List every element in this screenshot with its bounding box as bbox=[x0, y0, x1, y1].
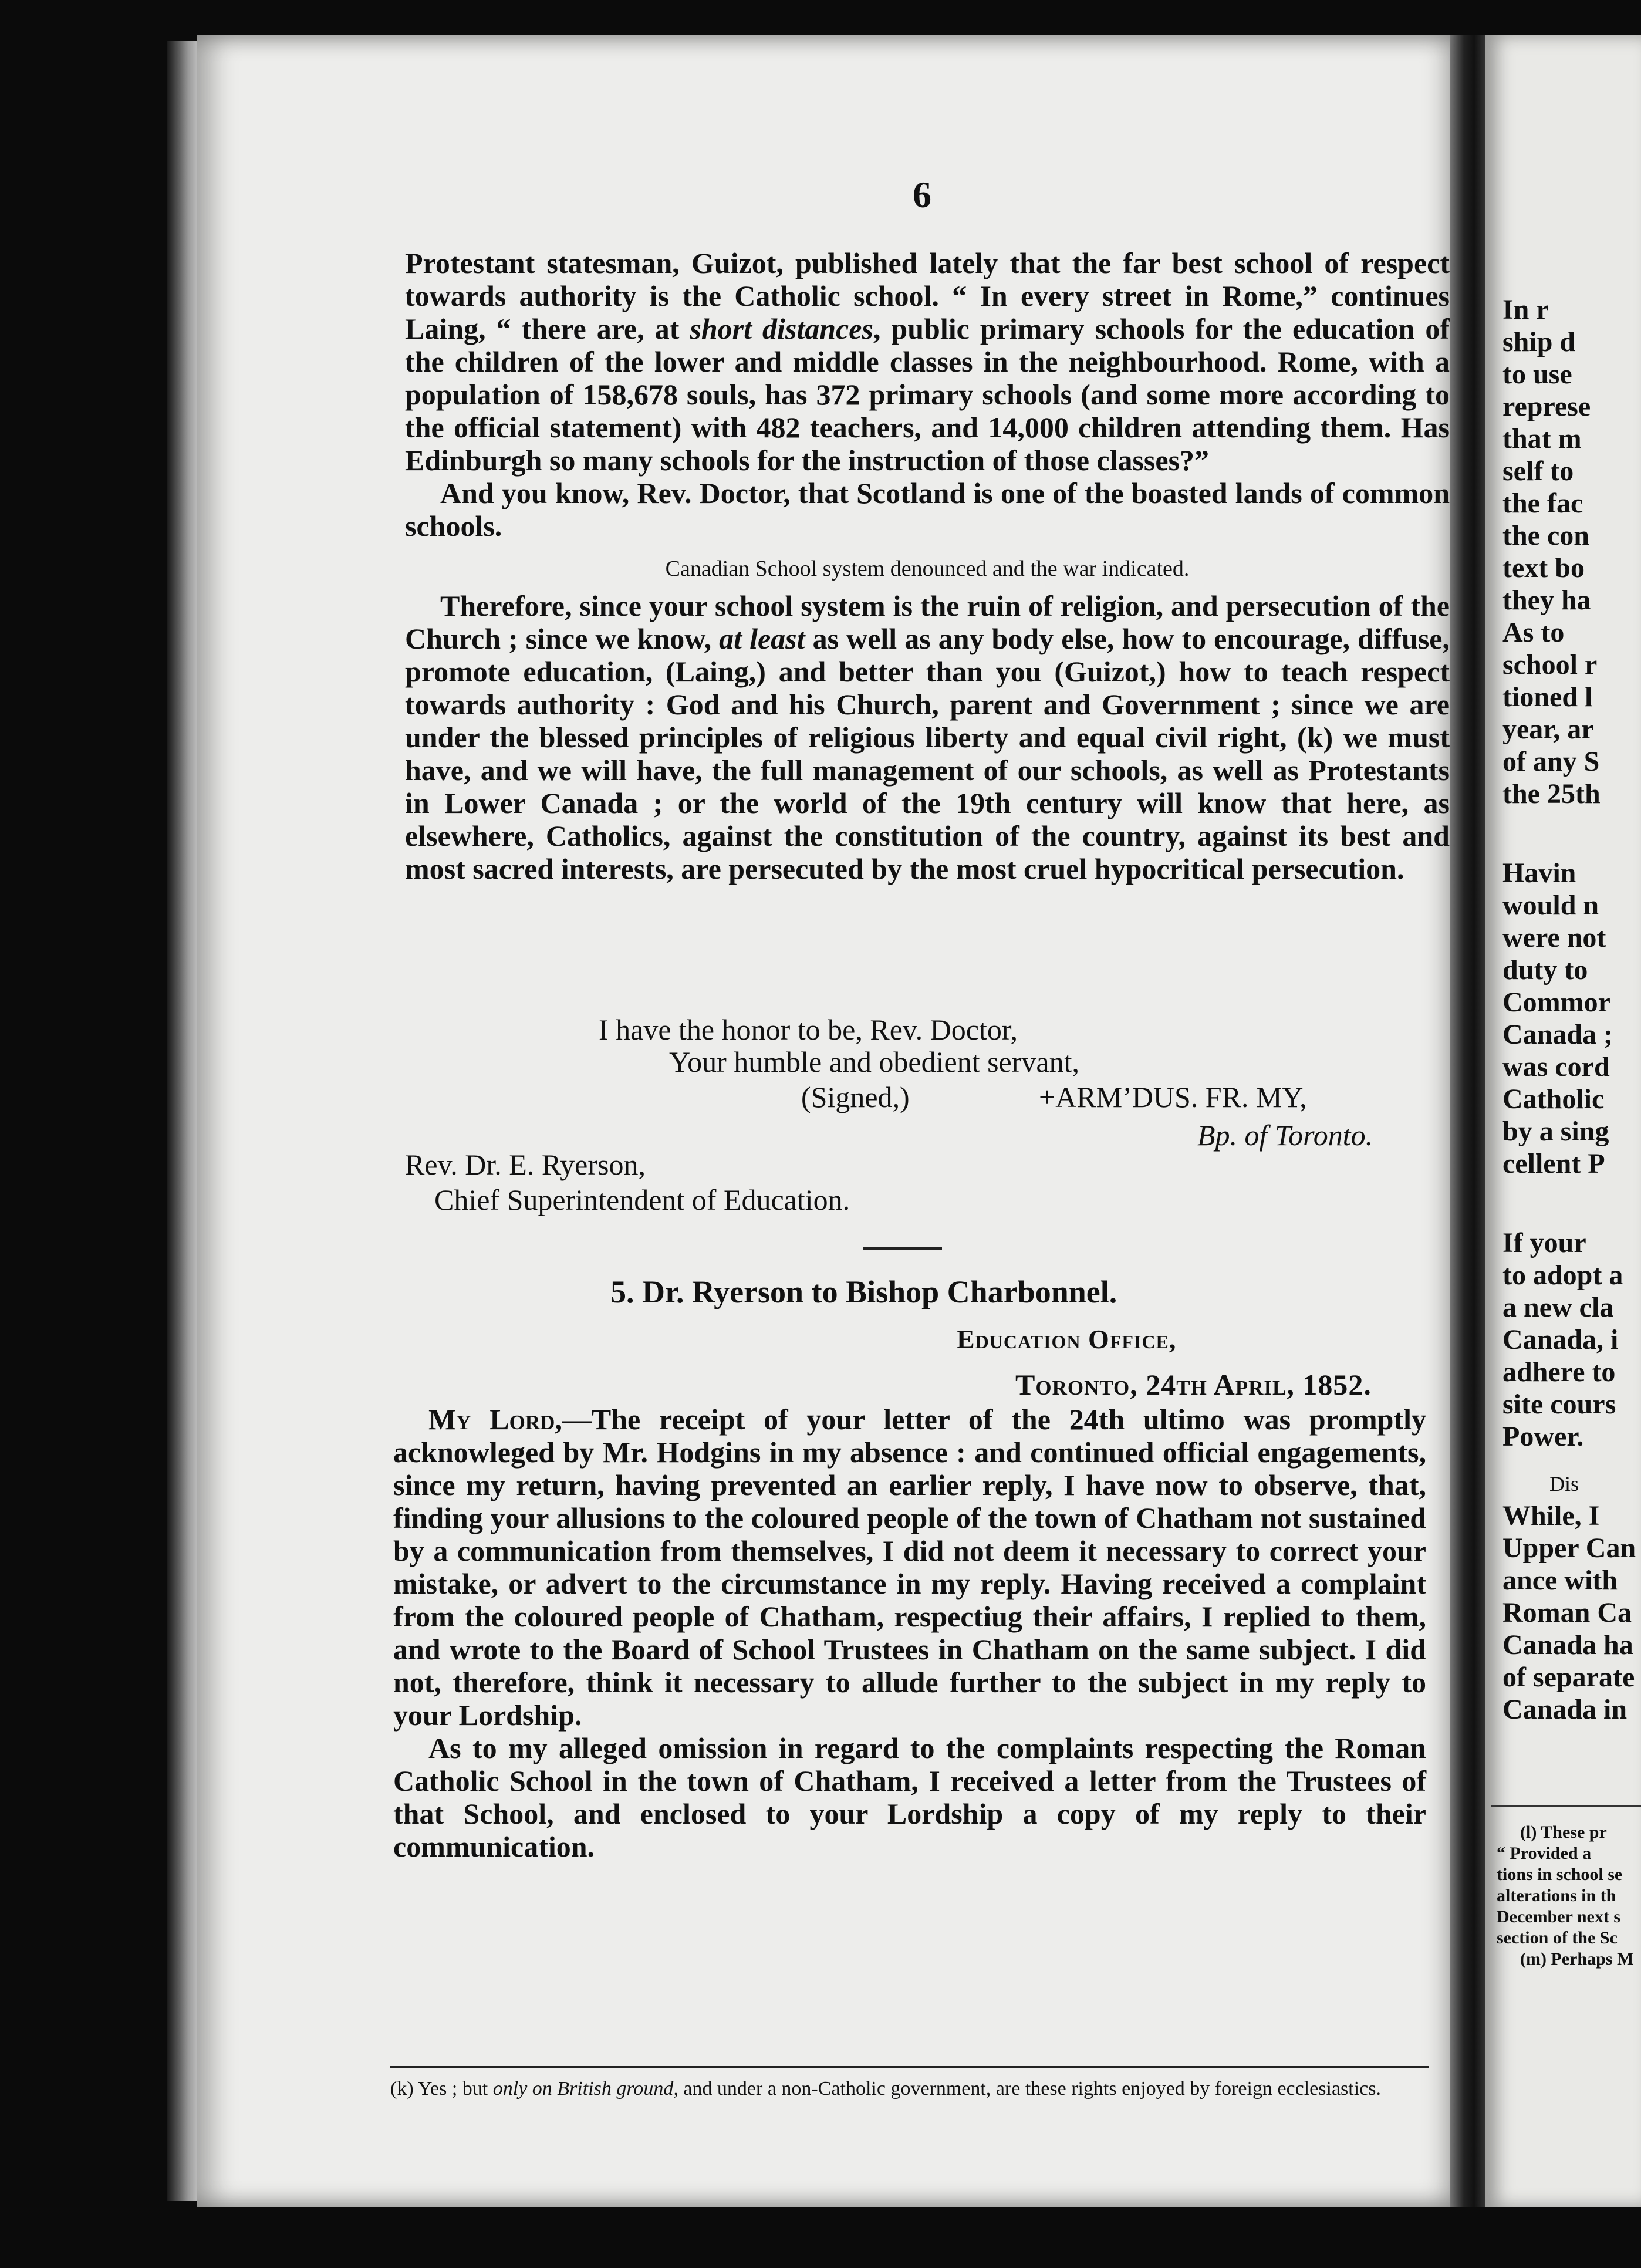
addressee-line-1: Rev. Dr. E. Ryerson, bbox=[405, 1148, 646, 1181]
right-page-line: to use bbox=[1502, 359, 1572, 390]
right-page-line: would n bbox=[1502, 890, 1599, 921]
right-page-footnote-line: tions in school se bbox=[1497, 1865, 1623, 1884]
section-subheading: Canadian School system denounced and the war indicated. bbox=[665, 556, 1190, 581]
right-page-line: If your bbox=[1502, 1227, 1586, 1258]
right-page-line: Catholic bbox=[1502, 1084, 1605, 1115]
right-page-line: the con bbox=[1502, 520, 1589, 551]
closing-line-1: I have the honor to be, Rev. Doctor, bbox=[599, 1013, 1018, 1046]
intro-paragraph: Protestant statesman, Guizot, published lately that the far best school of respect towards authority is the Catholic school. “ In every street in Rome,” continues Laing, “ there are, at short distances, public primary schools for the education of the children of the lower and middle classes in the neighbourhood. Rome, with a population of 158,678 souls, has 372 primary schools (and some more according to the official statement) with 482 teachers, and 14,000 children attending them. Has Edinburgh so many schools for the instruction of those classes?” bbox=[405, 247, 1450, 477]
right-page-line: Commor bbox=[1502, 987, 1610, 1018]
letter-5-body bbox=[393, 1403, 1426, 1863]
right-page-line: While, I bbox=[1502, 1500, 1600, 1531]
right-page-line: the 25th bbox=[1502, 778, 1601, 809]
right-page-footnote-line: “ Provided a bbox=[1497, 1844, 1592, 1863]
scotland-paragraph: And you know, Rev. Doctor, that Scotland is one of the boasted lands of common schools. bbox=[405, 477, 1450, 542]
right-page-footnote-line: December next s bbox=[1497, 1907, 1621, 1926]
right-page-footnote-line: (l) These pr bbox=[1520, 1823, 1607, 1842]
letter-5-paragraph-2: As to my alleged omission in regard to the complaints respecting the Roman Catholic School in the town of Chatham, I received a letter from the Trustees of that School, and enclosed to your Lordship a copy of my reply to their communication. bbox=[393, 1732, 1426, 1863]
right-page-line: represe bbox=[1502, 391, 1591, 422]
right-page-line: site cours bbox=[1502, 1389, 1616, 1420]
right-page-line: Canada, i bbox=[1502, 1324, 1619, 1355]
right-page-line: school r bbox=[1502, 649, 1598, 680]
signer-name: +ARM’DUS. FR. MY, bbox=[1039, 1081, 1307, 1113]
right-page-line: year, ar bbox=[1502, 714, 1594, 745]
right-page-footnote-line: section of the Sc bbox=[1497, 1928, 1618, 1948]
right-page-line: text bo bbox=[1502, 552, 1585, 583]
upper-text-block bbox=[405, 247, 1450, 885]
place-date-line bbox=[1015, 1368, 1372, 1402]
footnote-rule bbox=[390, 2066, 1429, 2068]
right-page-line: the fac bbox=[1502, 488, 1583, 519]
right-page-line: they ha bbox=[1502, 585, 1591, 616]
page-number: 6 bbox=[913, 174, 931, 215]
right-page-line: Roman Ca bbox=[1502, 1597, 1632, 1628]
letter-5-para-1-text: —The receipt of your letter of the 24th ultimo was promptly acknowleged by Mr. Hodgins in my absence : and continued official engagements, since my return, having prevented an earlier reply, I have now to observe, that, finding your allusions to the coloured people of the town of Chatham not sustained by a communication from themselves, I did not deem it necessary to correct your mistake, or advert to the circumstance in my reply. Having received a complaint from the coloured people of Chatham, respectiug their affairs, I replied to them, and wrote to the Board of School Trustees in Chatham on the same subject. I did not, therefore, think it necessary to allude further to the subject in my reply to your Lordship. bbox=[393, 1403, 1426, 1732]
place-date-text: Toronto, 24th April, 1852. bbox=[1015, 1368, 1372, 1401]
right-page-footnote-line: (m) Perhaps M bbox=[1520, 1949, 1634, 1969]
italic-emphasis: only on British ground, bbox=[492, 2078, 678, 2100]
closing-line-2: Your humble and obedient servant, bbox=[669, 1045, 1079, 1078]
right-page-footnote-line: alterations in th bbox=[1497, 1886, 1616, 1905]
right-page-line: Power. bbox=[1502, 1421, 1584, 1452]
right-page-line: Canada ; bbox=[1502, 1019, 1613, 1050]
salutation: My Lord, bbox=[428, 1403, 562, 1436]
footnote-k: (k) Yes ; but only on British ground, and under a non-Catholic government, are these rights enjoyed by foreign ecclesiastics. bbox=[390, 2078, 1381, 2100]
right-page-line: In r bbox=[1502, 294, 1549, 325]
right-page-line: Canada ha bbox=[1502, 1629, 1633, 1661]
right-page-line: of separate bbox=[1502, 1662, 1635, 1693]
right-page-line: duty to bbox=[1502, 954, 1588, 986]
italic-emphasis: at least bbox=[719, 622, 805, 655]
right-page-line: a new cla bbox=[1502, 1292, 1614, 1323]
right-page-line: ance with bbox=[1502, 1565, 1618, 1596]
right-page-line: that m bbox=[1502, 423, 1582, 454]
right-page-footnote-rule bbox=[1491, 1805, 1641, 1807]
right-page-line: adhere to bbox=[1502, 1356, 1616, 1388]
letter-5-paragraph-1 bbox=[393, 1403, 1426, 1732]
right-page-line: were not bbox=[1502, 922, 1606, 953]
therefore-paragraph: Therefore, since your school system is the ruin of religion, and persecution of the Church ; since we know, at least as well as any body else, how to encourage, diffuse, promote education, (Laing,) and better than you (Guizot,) how to teach respect towards authority : God and his Church, parent and Government ; since we are under the blessed principles of religious liberty and equal civil right, (k) we must have, and we will have, the full management of our schools, as well as Protestants in Lower Canada ; or the world of the 19th century will know that here, as elsewhere, Catholics, against the constitution of the country, against its best and most sacred interests, are persecuted by the most cruel hypocritical persecution. bbox=[405, 589, 1450, 885]
right-page-line: to adopt a bbox=[1502, 1260, 1623, 1291]
letter-5-heading: 5. Dr. Ryerson to Bishop Charbonnel. bbox=[610, 1274, 1117, 1310]
signed-label: (Signed,) bbox=[801, 1081, 910, 1113]
right-page-line: ship d bbox=[1502, 326, 1576, 357]
right-page-line: Upper Can bbox=[1502, 1533, 1636, 1564]
italic-emphasis: short distances bbox=[690, 312, 873, 345]
right-page-line: cellent P bbox=[1502, 1148, 1605, 1179]
signer-title: Bp. of Toronto. bbox=[1197, 1119, 1373, 1152]
right-page-line: of any S bbox=[1502, 746, 1600, 777]
right-page-line: Canada in bbox=[1502, 1694, 1628, 1725]
right-page-line: self to bbox=[1502, 455, 1574, 487]
right-page-line: by a sing bbox=[1502, 1116, 1609, 1147]
right-page-line: tioned l bbox=[1502, 681, 1593, 713]
addressee-line-2: Chief Superintendent of Education. bbox=[434, 1183, 850, 1216]
section-divider bbox=[863, 1247, 942, 1250]
office-line: Education Office, bbox=[957, 1324, 1177, 1354]
right-page-partial bbox=[1485, 35, 1641, 2207]
right-page-line: As to bbox=[1502, 617, 1565, 648]
right-page-line: Havin bbox=[1502, 858, 1576, 889]
right-page-line: Dis bbox=[1549, 1472, 1579, 1496]
right-page-line: was cord bbox=[1502, 1051, 1610, 1082]
